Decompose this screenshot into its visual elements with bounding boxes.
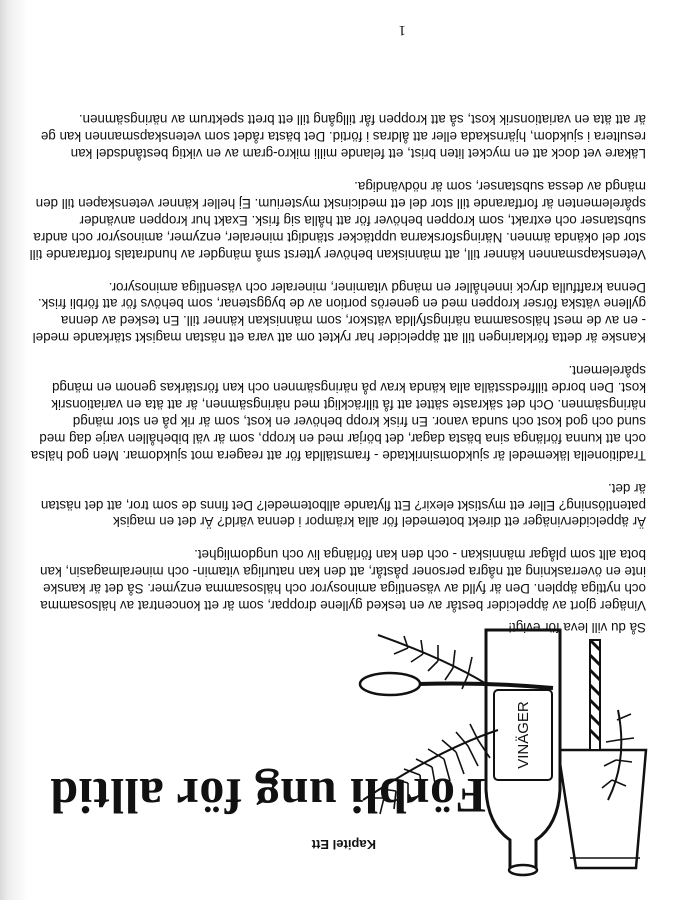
paragraph: Vetenskapsmannen känner till, att människan behöver ytterst små mängder av hundratals fortfarande till stor del okända ämnen. Näringsforskarna upptäcker ständigt mineraler, enzymer, aminosyror och andra substanser och extrakt, som kroppen behöver för att hålla sig frisk. Exakt hur kroppen använder spårelementen är fortfarande till stor del ett medicinskt mysterium. Ej heller känner vetenskapen till den mängd av dessa substanser, som är nödvändiga. [29,179,646,262]
paragraph: Läkare vet dock att en mycket liten brist, ett felande milli mikro-gram av en viktig beståndsdel kan resultera i sjukdom, hjärnskada eller att åldras i förtid. Det bästa rådet som vetenskapsmannen kan ge är att äta en variationsrik kost, så att kroppen får tillgång till ett brett spektrum av näringsämnen. [40,112,646,162]
paragraph: Vinäger gjort av äppelcider består av en tesked gyllene droppar, som är ett koncentrat av hälsosamma och nyttiga äpplen. Den är fylld av väsentliga aminosyror och hälsosamma enzymer. Så det är kanske inte en överraskning att några personer påstår, att den kan naturliga vitamin- och mineralmagasin, kan bota allt som plågar människan - och den kan förlänga liv och ungdomlighet. [40,547,646,614]
bottle-label: VINÄGER [515,701,532,769]
intro-line: Så du vill leva för evigt! [508,620,646,635]
body-text [28,94,646,635]
vinegar-bottle-illustration [358,620,648,880]
chapter-label: Kapitel Ett [311,837,376,852]
chapter-title: Förbli ung för alltid [49,768,486,824]
scan-shadow-edge [0,0,28,900]
paragraph: Kanske är detta förklaringen till att äppelcider har ryktet om att vara ett nästan magiskt stärkande medel - en av de mest hälsosamma näringsfyllda vätskor, som människan känner till. En tesked av denna gyllene vätska förser kroppen med en generös portion av de byggstenar, som behövs för att förbli frisk. Denna kraftfulla dryck innehåller en mängd vitaminer, mineraler och väsentliga aminosyror. [32,279,646,346]
paragraph: Är äppelcidervinäger ett direkt botemedel för alla krämpor i denna värld? Är det en magisk patentlösning? Eller ett mystiskt elexir? Ett flytande allbotemedel? Det finns de som tror, att det nästan är det. [40,480,646,530]
paragraph: Traditionella läkemedel är sjukdomsinriktade - framställda för att reagera mot sjukdomar. Men god hälsa och att kunna förlänga sina bästa dagar, det börjar med en kropp, som är väl bibehållen varje dag med sund och god kost och sunda vanor. En frisk kropp behöver en kost, som är rik på en stor mängd näringsämnen. Och det säkraste sättet att få tillräckligt med näringsämnen, är att äta en variationsrik kost. Den borde tillfredsställa alla kända krav på näringsämnen och kan förstärkas genom en mängd spårelement. [30,363,646,463]
page-number: 1 [398,22,406,38]
